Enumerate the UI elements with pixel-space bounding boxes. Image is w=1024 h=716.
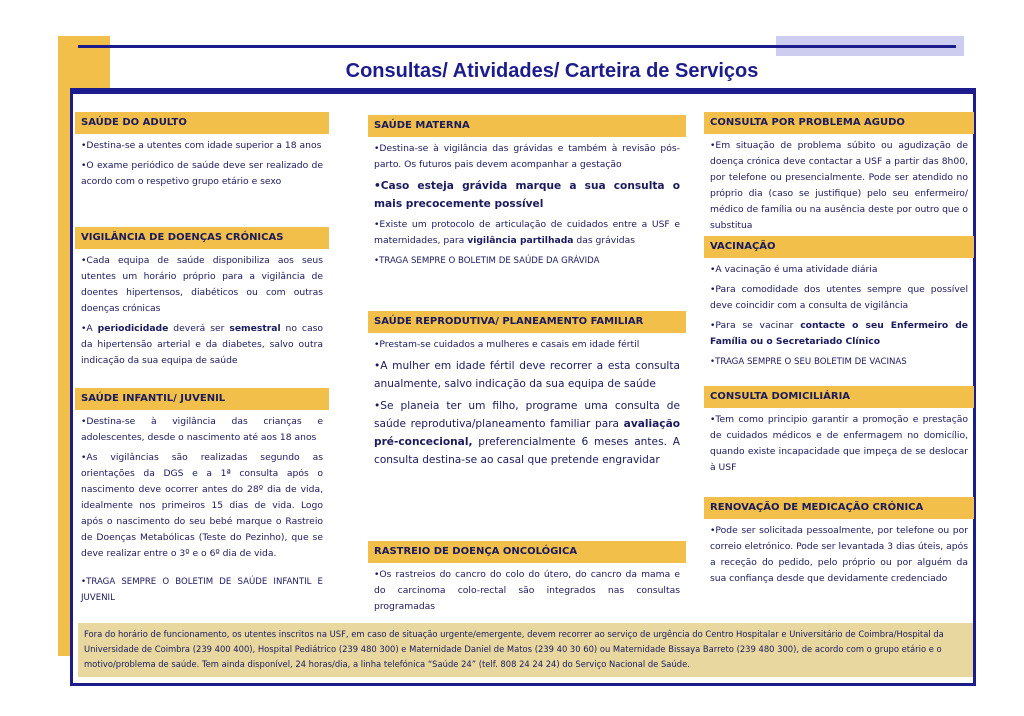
section-reprodutiva <box>368 311 686 473</box>
section-infantil <box>75 388 329 610</box>
section-body <box>704 408 974 476</box>
section-vacinacao <box>704 236 974 374</box>
section-text: •Para comodidade dos utentes sempre que possível deve coincidir com a consulta de vigilância <box>710 284 968 311</box>
section-text: •Se planeia ter um filho, programe uma consulta de saúde reprodutiva/planeamento familiar para avaliação pré-concecional, preferencialmente 6 meses antes. A consulta destina-se ao casal que pretende engravidar <box>374 400 680 466</box>
section-header: CONSULTA POR PROBLEMA AGUDO <box>704 112 974 134</box>
section-body <box>368 333 686 469</box>
section-text: •Tem como principio garantir a promoção e prestação de cuidados médicos e de enfermagem no domicílio, quando existe incapacidade que impeça de se deslocar à USF <box>710 414 968 473</box>
section-body <box>704 134 974 234</box>
section-adulto <box>75 112 329 194</box>
section-agudo <box>704 112 974 238</box>
section-text: •Para se vacinar contacte o seu Enfermeiro de Família ou o Secretariado Clínico <box>710 320 968 347</box>
section-text: •Pode ser solicitada pessoalmente, por telefone ou por correio eletrónico. Pode ser levantada 3 dias úteis, após a receção do pedido, pelo próprio ou por alguém da sua confiança desde que devidamente credenciado <box>710 525 968 584</box>
section-text: •A periodicidade deverá ser semestral no caso da hipertensão arterial e da diabetes, salvo outra indicação da sua equipa de saúde <box>81 323 324 366</box>
section-text: •As vigilâncias são realizadas segundo as orientações da DGS e a 1ª consulta após o nascimento deve ocorrer antes do 28º dia de vida, idealmente nos primeiros 15 dias de vida. Logo após o nascimento do seu bebé marque o Rastreio de Doenças Metabólicas (Teste do Pezinho), que se deve realizar entre o 3º e o 6º dia de vida. <box>81 452 323 559</box>
section-text: •Em situação de problema súbito ou agudização de doença crónica deve contactar a USF a partir das 8h00, por telefone ou presencialmente. Pode ser atendido no próprio dia (caso se justifique) pelo seu enfermeiro/ médico de família ou na ausência deste por outro que o substitua <box>710 140 968 231</box>
section-text: •TRAGA SEMPRE O BOLETIM DE SAÚDE DA GRÁVIDA <box>374 256 600 266</box>
section-text: •Destina-se à vigilância das crianças e adolescentes, desde o nascimento até aos 18 anos <box>81 416 323 443</box>
section-domiciliaria <box>704 386 974 480</box>
section-body <box>75 249 329 369</box>
section-materna <box>368 115 686 273</box>
section-body <box>75 410 329 606</box>
section-cronicas <box>75 227 329 373</box>
section-text: •Destina-se a utentes com idade superior a 18 anos <box>81 140 322 151</box>
section-body <box>704 519 974 587</box>
section-text: •TRAGA SEMPRE O BOLETIM DE SAÚDE INFANTIL E JUVENIL <box>81 577 323 603</box>
section-text: •TRAGA SEMPRE O SEU BOLETIM DE VACINAS <box>710 357 907 367</box>
section-text: •A vacinação é uma atividade diária <box>710 264 878 275</box>
section-text: •A mulher em idade fértil deve recorrer a esta consulta anualmente, salvo indicação da sua equipa de saúde <box>374 360 680 390</box>
section-body <box>368 137 686 269</box>
page-title: Consultas/ Atividades/ Carteira de Serviços <box>345 60 759 82</box>
section-text: •Cada equipa de saúde disponibiliza aos seus utentes um horário próprio para a vigilância de doentes hipertensos, diabéticos ou com outras doenças crónicas <box>81 255 323 314</box>
title-rule <box>78 45 956 48</box>
section-body <box>75 134 329 190</box>
section-text: •Existe um protocolo de articulação de cuidados entre a USF e maternidades, para vigilância partilhada das grávidas <box>374 219 680 246</box>
footer-notice: Fora do horário de funcionamento, os utentes inscritos na USF, em caso de situação urgente/emergente, devem recorrer ao serviço de urgência do Centro Hospitalar e Universitário de Coimbra/Hospital da Universidade de Coimbra (239 400 400), Hospital Pediátrico (239 480 300) e Maternidade Daniel de Matos (239 40 30 60) ou Maternidade Bissaya Barreto (239 480 300), de acordo com o grupo etário e o motivo/problema de saúde. Tem ainda disponível, 24 horas/dia, a linha telefónica “Saúde 24” (telf. 808 24 24 24) do Serviço Nacional de Saúde. <box>78 623 973 677</box>
section-text: •Os rastreios do cancro do colo do útero, do cancro da mama e do carcinoma colo-rectal são integrados nas consultas programadas <box>374 569 680 612</box>
section-header: SAÚDE REPRODUTIVA/ PLANEAMENTO FAMILIAR <box>368 311 686 333</box>
section-renovacao <box>704 497 974 591</box>
section-text: •Prestam-se cuidados a mulheres e casais em idade fértil <box>374 339 640 350</box>
section-header: CONSULTA DOMICILIÁRIA <box>704 386 974 408</box>
section-header: SAÚDE INFANTIL/ JUVENIL <box>75 388 329 410</box>
section-header: VIGILÂNCIA DE DOENÇAS CRÓNICAS <box>75 227 329 249</box>
section-header: RENOVAÇÃO DE MEDICAÇÃO CRÓNICA <box>704 497 974 519</box>
section-header: SAÚDE MATERNA <box>368 115 686 137</box>
section-text: •Destina-se à vigilância das grávidas e também à revisão pós-parto. Os futuros pais devem acompanhar a gestação <box>374 143 680 170</box>
section-body <box>704 258 974 370</box>
section-header: VACINAÇÃO <box>704 236 974 258</box>
section-oncologica <box>368 541 686 619</box>
section-text: •Caso esteja grávida marque a sua consulta o mais precocemente possível <box>374 180 680 210</box>
section-body <box>368 563 686 615</box>
section-text: •O exame periódico de saúde deve ser realizado de acordo com o respetivo grupo etário e sexo <box>81 160 323 187</box>
section-header: SAÚDE DO ADULTO <box>75 112 329 134</box>
section-header: RASTREIO DE DOENÇA ONCOLÓGICA <box>368 541 686 563</box>
